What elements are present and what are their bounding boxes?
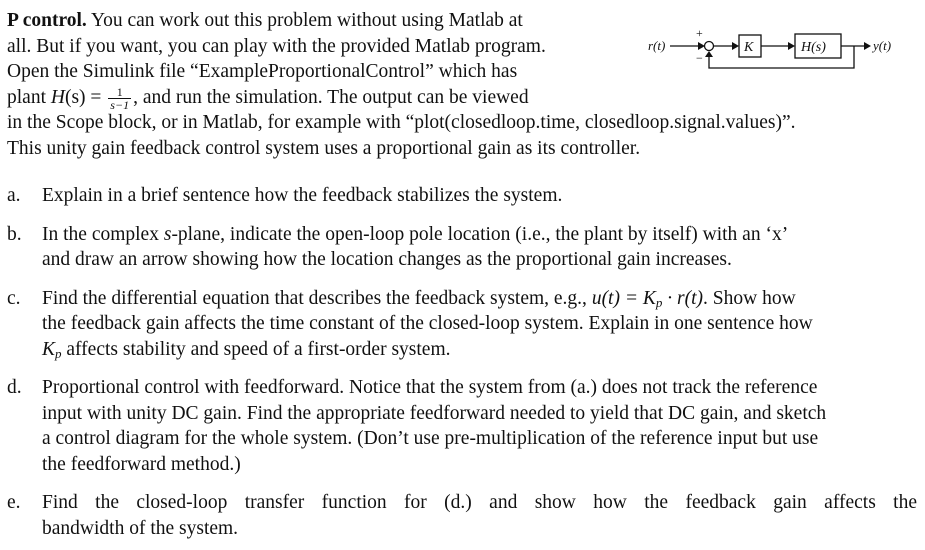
question-d-line-3: a control diagram for the whole system. (Don’t use pre-multiplication of the reference input but use [42,428,819,449]
intro-line-6: This unity gain feedback control system uses a proportional gain as its controller. [7,137,641,159]
plant-fraction: $\frac{1}{s-1}$ [110,84,130,112]
question-c-line-2: the feedback gain affects the time constant of the closed-loop system. Explain in one sentence how [42,313,813,334]
question-e-label: e. [7,492,21,513]
question-b-label: b. [7,223,22,245]
intro-line-1: P control. You can work out this problem without using Matlab at [7,10,523,31]
output-arrow-head [864,42,871,50]
question-c [7,286,917,363]
input-label: r(t) [648,38,666,53]
question-list [7,183,917,541]
plus-sign: + [696,26,703,40]
question-c-line-3: $K_p$ affects stability and speed of a first-order system. [42,338,451,361]
gain-label: K [744,40,754,55]
question-d-line-2: input with unity DC gain. Find the appropriate feedforward needed to yield that DC gain, and sketch [42,402,827,424]
problem-title: P control. [7,10,87,31]
question-a-label: a. [7,185,21,206]
question-b-line-1: In the complex s-plane, indicate the open-loop pole location (i.e., the plant by itself) with an ‘x’ [42,223,789,245]
output-label: y(t) [873,38,892,53]
question-d-line-4: the feedforward method.) [42,453,241,475]
feedback-arrow-head [705,51,713,57]
question-a [7,183,917,209]
minus-sign: − [696,51,703,65]
intro-line-5: in the Scope block, or in Matlab, for example with “plot(closedloop.time, closedloop.signal.values)”. [7,112,796,133]
block-diagram [640,16,925,78]
question-a-text: Explain in a brief sentence how the feedback stabilizes the system. [42,185,563,206]
control-arrow-head [788,42,795,50]
error-arrow-head [732,42,739,50]
question-d-label: d. [7,377,22,398]
intro-line-2: all. But if you want, you can play with the provided Matlab program. [7,35,546,57]
plant-label: H(s) [801,40,826,55]
question-b [7,222,917,273]
question-d-line-1: Proportional control with feedforward. Notice that the system from (a.) does not track the reference [42,377,818,398]
question-e [7,490,917,541]
question-e-line-2: bandwidth of the system. [42,517,239,539]
intro-line-4: plant H(s) = $\frac{1}{s-1}$ , and run the simulation. The output can be viewed [7,84,529,112]
question-c-line-1: Find the differential equation that describes the feedback system, e.g., $u(t) = K_p \cdot r(t)$. Show how [42,287,796,310]
question-d [7,375,917,477]
question-c-label: c. [7,287,21,309]
intro-line-3: Open the Simulink file “ExampleProportionalControl” which has [7,61,518,82]
summing-junction [705,42,714,51]
question-e-line-1: Find the closed-loop transfer function for (d.) and show how the feedback gain affects the [42,492,917,513]
question-b-line-2: and draw an arrow showing how the location changes as the proportional gain increases. [42,249,732,270]
